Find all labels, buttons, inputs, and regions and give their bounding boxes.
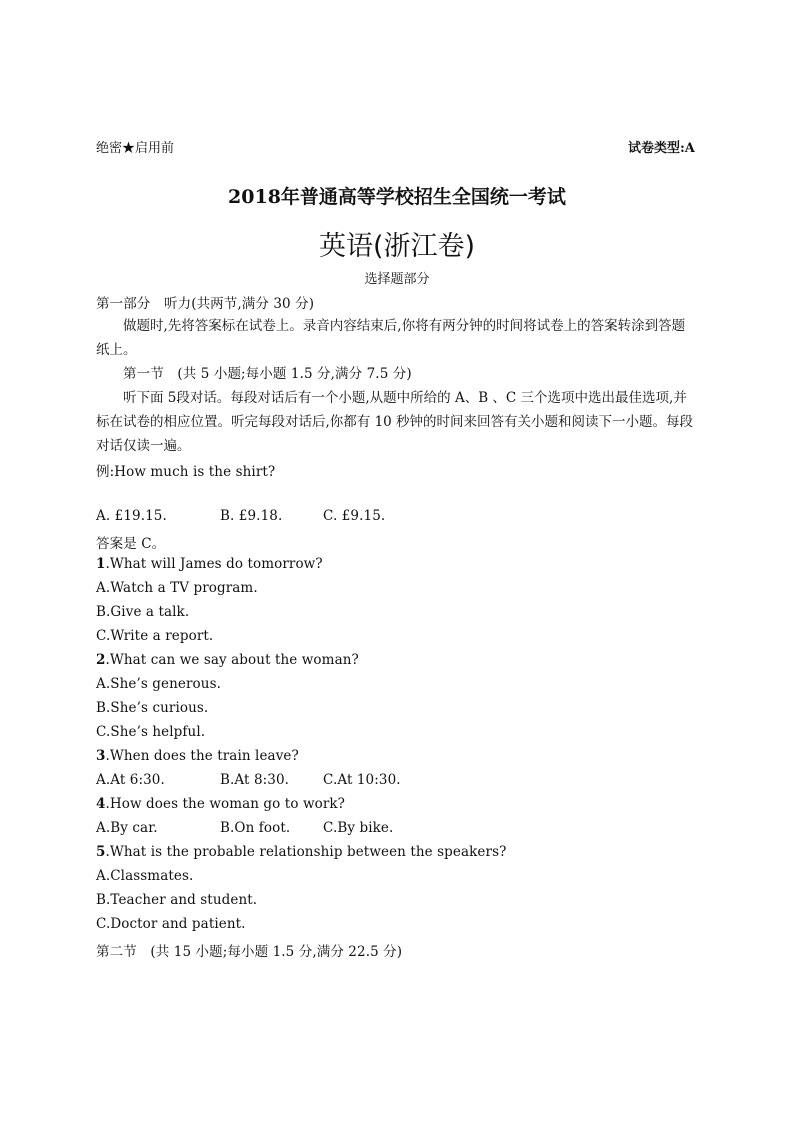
question-3-option-c: C.At 10:30. (323, 772, 401, 788)
exam-title: 2018年普通高等学校招生全国统一考试 (228, 186, 566, 208)
exam-subtitle: 英语(浙江卷) (318, 231, 476, 262)
paper-type-label: 试卷类型:A (628, 141, 695, 156)
question-5-option-c: C.Doctor and patient. (96, 916, 246, 932)
question-3-option-a: A.At 6:30. (96, 772, 165, 788)
question-1-option-a: A.Watch a TV program. (96, 580, 258, 596)
example-question: 例:How much is the shirt? (96, 464, 276, 480)
confidential-label: 绝密★启用前 (96, 141, 175, 156)
question-4-option-a: A.By car. (96, 820, 158, 836)
question-5-option-b: B.Teacher and student. (96, 892, 258, 908)
question-2-option-a: A.She’s generous. (96, 676, 221, 692)
example-answer: 答案是 C。 (96, 536, 166, 552)
question-5-option-a: A.Classmates. (96, 868, 194, 884)
subsection1-heading: 第一节 (共 5 小题;每小题 1.5 分,满分 7.5 分) (123, 366, 412, 382)
question-3: 3.When does the train leave? (96, 748, 299, 764)
subsection1-instruction: 听下面 5段对话。每段对话后有一个小题,从题中所给的 A、B 、C 三个选项中选出最佳选项,并标在试卷的相应位置。听完每段对话后,你都有 10 秒钟的时间来回答有关小题和阅读下一小题。每段对话仅读一遍。 (96, 390, 694, 454)
question-2-option-c: C.She’s helpful. (96, 724, 206, 740)
question-4-option-c: C.By bike. (323, 820, 394, 836)
question-2-option-b: B.She’s curious. (96, 700, 209, 716)
question-3-option-b: B.At 8:30. (220, 772, 290, 788)
section1-heading (96, 292, 314, 312)
question-4: 4.How does the woman go to work? (96, 796, 345, 812)
question-5: 5.What is the probable relationship between the speakers? (96, 844, 507, 860)
subsection2-heading: 第二节 (共 15 小题;每小题 1.5 分,满分 22.5 分) (96, 944, 403, 960)
section1-instruction: 做题时,先将答案标在试卷上。录音内容结束后,你将有两分钟的时间将试卷上的答案转涂到答题纸上。 (96, 318, 686, 358)
example-option-a: A. £19.15. (96, 508, 167, 524)
question-1-option-c: C.Write a report. (96, 628, 214, 644)
part-label: 选择题部分 (364, 272, 430, 287)
question-1-option-b: B.Give a talk. (96, 604, 190, 620)
example-option-c: C. £9.15. (323, 508, 386, 524)
section1-heading-text: 第一部分 听力(共两节,满分 30 分) (96, 296, 315, 312)
question-2: 2.What can we say about the woman? (96, 652, 359, 668)
question-4-option-b: B.On foot. (220, 820, 291, 836)
example-option-b: B. £9.18. (220, 508, 283, 524)
question-1: 1.What will James do tomorrow? (96, 556, 323, 572)
